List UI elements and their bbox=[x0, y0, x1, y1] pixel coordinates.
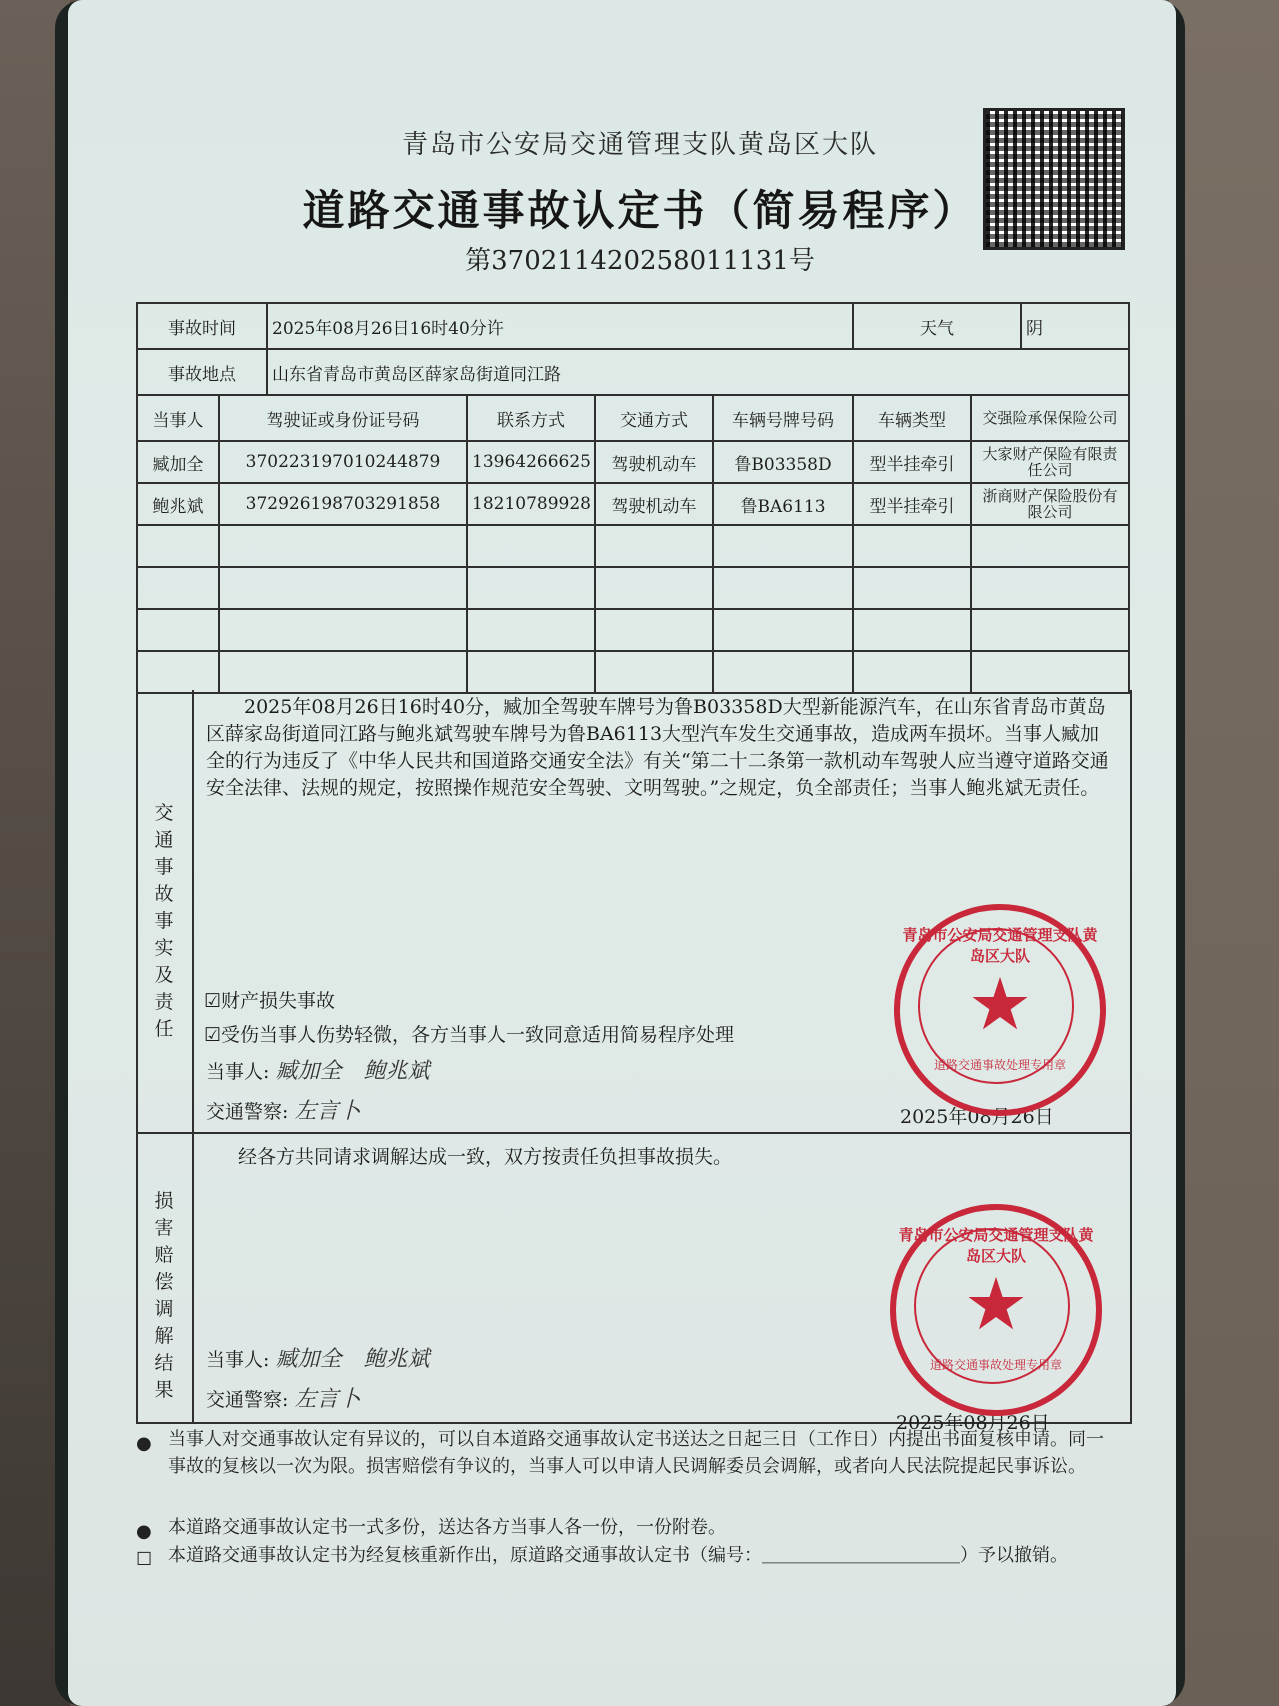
weather-label: 天气 bbox=[853, 303, 1021, 349]
party-signature: 臧加全 鲍兆斌 bbox=[275, 1059, 430, 1084]
header-contact: 联系方式 bbox=[467, 395, 595, 441]
plate-number: 鲁BA6113 bbox=[713, 483, 853, 525]
seal-subtext: 道路交通事故处理专用章 bbox=[929, 1358, 1062, 1372]
police-signature: 左言卜 bbox=[294, 1099, 361, 1124]
accident-info-table bbox=[136, 302, 1130, 694]
header-party: 当事人 bbox=[137, 395, 219, 441]
empty-row bbox=[137, 567, 1129, 609]
party-name: 鲍兆斌 bbox=[137, 483, 219, 525]
header-vehicle-type: 车辆类型 bbox=[853, 395, 971, 441]
place-label: 事故地点 bbox=[137, 349, 267, 395]
police-label: 交通警察: bbox=[206, 1101, 289, 1123]
official-seal-2 bbox=[890, 1204, 1102, 1416]
facts-side-label bbox=[138, 690, 194, 1132]
header-plate: 车辆号牌号码 bbox=[713, 395, 853, 441]
mediation-label: 损害赔偿调解结果 bbox=[154, 1190, 174, 1401]
note-copies: 本道路交通事故认定书一式多份，送达各方当事人各一份，一份附卷。 bbox=[168, 1517, 726, 1538]
document-number: 第370211420258011131号 bbox=[465, 246, 815, 276]
party-signature: 臧加全 鲍兆斌 bbox=[275, 1347, 430, 1372]
star-icon: ★ bbox=[963, 1262, 1029, 1346]
facts-date: 2025年08月26日 bbox=[900, 1106, 1054, 1128]
phone-number: 18210789928 bbox=[467, 483, 595, 525]
issuing-organization: 青岛市公安局交通管理支队黄岛区大队 bbox=[401, 130, 878, 160]
license-number: 372926198703291858 bbox=[219, 483, 467, 525]
party-signature-line bbox=[206, 1054, 429, 1085]
license-number: 370223197010244879 bbox=[219, 441, 467, 483]
note-appeal: 当事人对交通事故认定有异议的，可以自本道路交通事故认定书送达之日起三日（工作日）内提出书面复核申请。同一事故的复核以一次为限。损害赔偿有争议的，当事人可以申请人民调解委员会调解，或者向人民法院提起民事诉讼。 bbox=[168, 1429, 1104, 1477]
bullet-icon: ● bbox=[136, 1521, 152, 1542]
insurer: 浙商财产保险股份有限公司 bbox=[971, 483, 1129, 525]
seal-text: 青岛市公安局交通管理支队黄岛区大队 bbox=[898, 1226, 1094, 1265]
official-seal-1 bbox=[894, 904, 1106, 1116]
table-row bbox=[137, 441, 1129, 483]
mediation-party-line bbox=[206, 1342, 429, 1373]
mediation-side-label bbox=[138, 1134, 194, 1422]
empty-row bbox=[137, 525, 1129, 567]
qr-code-icon bbox=[983, 108, 1125, 250]
mediation-date: 2025年08月26日 bbox=[896, 1412, 1050, 1434]
facts-section bbox=[136, 690, 1132, 1134]
note-revocation: 本道路交通事故认定书为经复核重新作出，原道路交通事故认定书（编号：＿＿＿＿＿＿＿＿＿＿＿）予以撤销。 bbox=[168, 1545, 1068, 1566]
weather-value: 阴 bbox=[1021, 303, 1129, 349]
phone-number: 13964266625 bbox=[467, 441, 595, 483]
party-name: 臧加全 bbox=[137, 441, 219, 483]
document-title: 道路交通事故认定书（简易程序） bbox=[302, 186, 978, 235]
vehicle-type: 型半挂牵引 bbox=[853, 441, 971, 483]
place-value: 山东省青岛市黄岛区薛家岛街道同江路 bbox=[267, 349, 1129, 395]
checkbox-icon: ☐ bbox=[136, 1549, 153, 1570]
transport-mode: 驾驶机动车 bbox=[595, 441, 713, 483]
star-icon: ★ bbox=[967, 962, 1033, 1046]
time-value: 2025年08月26日16时40分许 bbox=[267, 303, 853, 349]
police-signature-line bbox=[206, 1094, 360, 1125]
seal-subtext: 道路交通事故处理专用章 bbox=[933, 1058, 1066, 1072]
mediation-police-line bbox=[206, 1382, 360, 1413]
mediation-section bbox=[136, 1132, 1132, 1434]
transport-mode: 驾驶机动车 bbox=[595, 483, 713, 525]
table-row bbox=[137, 483, 1129, 525]
header-transport: 交通方式 bbox=[595, 395, 713, 441]
header-license: 驾驶证或身份证号码 bbox=[219, 395, 467, 441]
background-right bbox=[1169, 0, 1279, 1706]
police-signature: 左言卜 bbox=[294, 1387, 361, 1412]
property-loss-checkbox: ☑财产损失事故 bbox=[204, 990, 336, 1012]
seal-text: 青岛市公安局交通管理支队黄岛区大队 bbox=[902, 926, 1098, 965]
vehicle-type: 型半挂牵引 bbox=[853, 483, 971, 525]
header-insurer: 交强险承保保险公司 bbox=[971, 395, 1129, 441]
mediation-text: 经各方共同请求调解达成一致，双方按责任负担事故损失。 bbox=[238, 1146, 733, 1168]
party-label: 当事人: bbox=[206, 1349, 270, 1371]
time-label: 事故时间 bbox=[137, 303, 267, 349]
empty-row bbox=[137, 609, 1129, 651]
insurer: 大家财产保险有限责任公司 bbox=[971, 441, 1129, 483]
facts-label: 交通事故事实及责任 bbox=[154, 802, 174, 1040]
party-label: 当事人: bbox=[206, 1061, 270, 1083]
facts-text: 2025年08月26日16时40分，臧加全驾驶车牌号为鲁B03358D大型新能源汽车，在山东省青岛市黄岛区薛家岛街道同江路与鲍兆斌驾驶车牌号为鲁BA6113大型汽车发生交通事故，造成两车损坏。当事人臧加全的行为违反了《中华人民共和国道路交通安全法》有关“第二十二条第一款机动车驾驶人应当遵守道路交通安全法律、法规的规定，按照操作规范安全驾驶、文明驾驶。”之规定，负全部责任；当事人鲍兆斌无责任。 bbox=[206, 696, 1109, 799]
minor-injury-checkbox: ☑受伤当事人伤势轻微，各方当事人一致同意适用简易程序处理 bbox=[204, 1024, 735, 1046]
police-label: 交通警察: bbox=[206, 1389, 289, 1411]
empty-row bbox=[137, 651, 1129, 693]
bullet-icon: ● bbox=[136, 1433, 152, 1454]
plate-number: 鲁B03358D bbox=[713, 441, 853, 483]
